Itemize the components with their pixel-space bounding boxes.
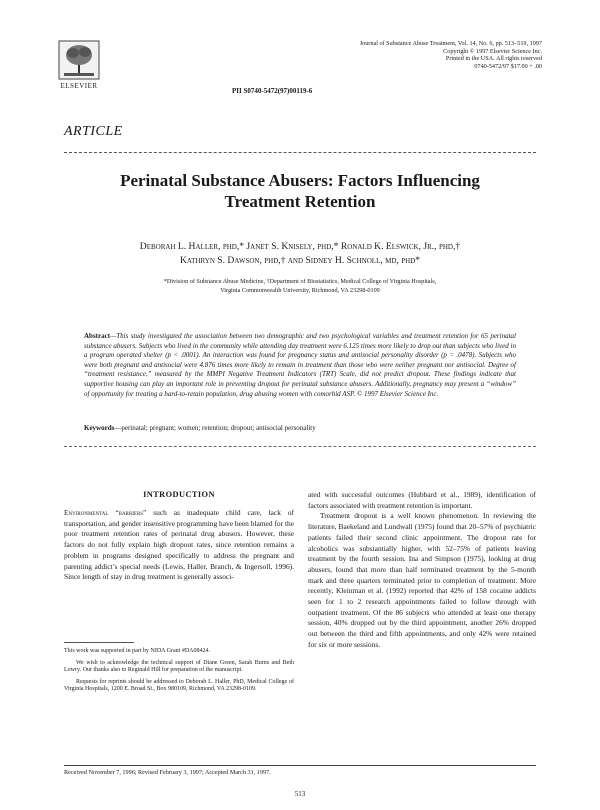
keywords-label: Keywords bbox=[84, 424, 115, 432]
affiliation-line: Virginia Commonwealth University, Richmond, VA 23298-0109 bbox=[220, 286, 380, 294]
publisher-wordmark: ELSEVIER bbox=[60, 82, 98, 90]
footnote: This work was supported in part by NIDA Grant #DA08424. bbox=[64, 648, 210, 654]
abstract-text: —This study investigated the association between two demographic and two psychological variables and treatment retention for 65 perinatal substance abusers. Subjects who lived in the community while attending day treatment were 6.125 times more likely to drop out than subjects who lived in a program operated shelter (p < .0001). An interaction was found for pregnancy status and antisocial personality disorder (p = .0478). Subjects who were both pregnant and antisocial were 4.876 times more likely to remain in treatment than those who were neither pregnant nor antisocial. Degree of “treatment resistance,” measured by the MMPI Negative Treatment Indicators (TRT) Scale, did not predict dropout. These findings indicate that supportive housing can play an important role in preventing dropout for perinatal substance abusers. Additionally, pregnancy may present a “window” of opportunity for treating a hard-to-retain population, drug abusing women with comorbid ASP. © 1997 Elsevier Science Inc. bbox=[84, 332, 516, 398]
affiliation bbox=[110, 278, 490, 295]
footnotes bbox=[64, 648, 294, 698]
right-column bbox=[308, 490, 536, 651]
paragraph bbox=[64, 508, 294, 583]
author-line: Kathryn S. Dawson, phd,† and Sidney H. Schnoll, md, phd* bbox=[179, 255, 421, 266]
section-heading: INTRODUCTION bbox=[143, 490, 215, 499]
publisher-logo bbox=[58, 40, 100, 92]
article-type-label: ARTICLE bbox=[64, 124, 123, 139]
header-divider bbox=[64, 152, 536, 153]
keywords bbox=[84, 424, 516, 433]
keywords-text: —perinatal; pregnant; women; retention; dropout; antisocial personality bbox=[114, 424, 316, 432]
page-number: 513 bbox=[294, 790, 306, 798]
paragraph: ated with successful outcomes (Hubbard et al., 1989), identification of factors associated with treatment retention is important. bbox=[308, 490, 536, 510]
footnote-divider bbox=[64, 642, 134, 643]
lead-in: Environmental “barriers” bbox=[64, 508, 147, 517]
pii-identifier: PII S0740-5472(97)00119-6 bbox=[232, 87, 313, 95]
author-list bbox=[64, 240, 536, 268]
title-line: Treatment Retention bbox=[224, 192, 376, 211]
abstract bbox=[84, 332, 516, 399]
author-line: Deborah L. Haller, phd,* Janet S. Knisely, phd,* Ronald K. Elswick, Jr., phd,† bbox=[139, 241, 461, 252]
affiliation-line: *Division of Substance Abuse Medicine, †Department of Biostatistics, Medical College of Virginia Hospitals, bbox=[163, 278, 437, 285]
journal-citation bbox=[312, 40, 542, 70]
journal-line: Copyright © 1997 Elsevier Science Inc. bbox=[443, 47, 542, 55]
abstract-label: Abstract bbox=[84, 332, 111, 340]
keywords-divider bbox=[64, 446, 536, 447]
received-dates: Received November 7, 1996; Revised February 3, 1997; Accepted March 31, 1997. bbox=[64, 769, 271, 776]
paragraph: Treatment dropout is a well known phenomenon. In reviewing the literature, Baekeland and Lundwall (1975) found that 20–57% of psychiatric patients failed their second clinic appointment. The dropout rate for alcoholics was substantially higher, with 52–75% of patients leaving treatment by the fourth session. Ina and Simpson (1975), looking at drug abusers, found that more than half terminated treatment by the 5-month mark and three quarters terminated prior to completion of treatment. More recently, Kleinman et al. (1992) reported that 42% of 158 cocaine addicts seen for 1 to 2 research appointments failed to follow through with outpatient treatment. Of the 86 subjects who attended at least one therapy session, 40% dropped out by the third appointment, another 26% dropped out between the third and fifth appointments, and only 42% were retained for six or more sessions. bbox=[308, 511, 536, 649]
title-line: Perinatal Substance Abusers: Factors Influencing bbox=[120, 171, 480, 190]
left-column bbox=[64, 508, 294, 583]
journal-line: Journal of Substance Abuse Treatment, Vol. 14, No. 6, pp. 513–519, 1997 bbox=[359, 40, 542, 47]
footnote: We wish to acknowledge the technical support of Diane Green, Sarah Burns and Beth Lowry. Our thanks also to Reginald Hill for preparation of the manuscript. bbox=[64, 659, 294, 674]
journal-line: Printed in the USA. All rights reserved bbox=[445, 55, 542, 63]
footer-divider bbox=[64, 765, 536, 766]
footnote: Requests for reprints should be addressed to Deborah L. Haller, PhD, Medical College of Virginia Hospitals, 1200 E. Broad St., Box 980109, Richmond, VA 23298-0109. bbox=[64, 678, 294, 693]
paragraph-text: such as inadequate child care, lack of transportation, and gender insensitive programming have been blamed for the poor treatment retention rates of perinatal drug abusers. However, these factors do not fully explain high dropout rates, since retention remains a problem in programs designed specifically to address the pregnant and parenting addict’s special needs (Lewis, Haller, Branch, & Ingersoll, 1996). Since length of stay in drug treatment is generally associ- bbox=[64, 508, 294, 582]
article-title bbox=[80, 170, 520, 212]
elsevier-tree-icon bbox=[58, 40, 100, 80]
journal-line: 0740-5472/97 $17.00 + .00 bbox=[474, 62, 542, 70]
